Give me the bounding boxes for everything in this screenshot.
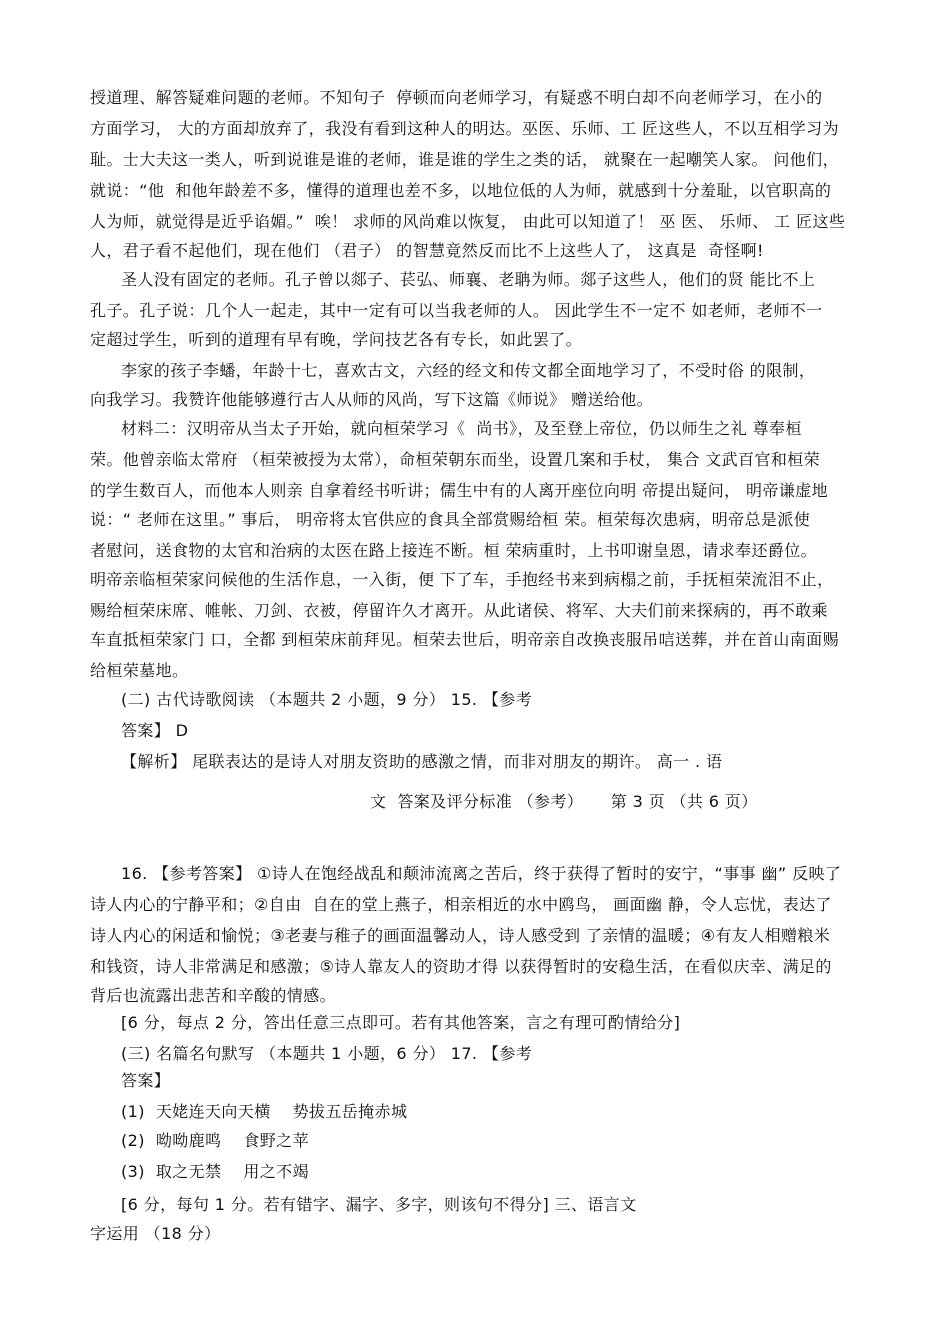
scoring-line-17: [6 分，每句 1 分。若有错字、漏字、多字，则该句不得分] 三、语言文 bbox=[121, 1195, 637, 1214]
text-line-4: 就说：“他 和他年龄差不多，懂得的道理也差不多，以地位低的人为师，就感到十分羞耻，以官职高的 bbox=[90, 181, 832, 200]
text-line-19: 车直抵桓荣家门 口，全都 到桓荣床前拜见。桓荣去世后，明帝亲自改换丧服吊唁送葬，并在首山南面赐 bbox=[90, 630, 839, 649]
answer-item-3: (3) 取之无禁 用之不竭 bbox=[121, 1162, 309, 1181]
scoring-line-16: [6 分，每点 2 分，答出任意三点即可。若有其他答案，言之有理可酌情给分] bbox=[121, 1013, 681, 1032]
text-line-20: 给桓荣墓地。 bbox=[90, 661, 189, 680]
answer-16-line-5: 背后也流露出悲苦和辛酸的情感。 bbox=[90, 986, 337, 1005]
answer-16-line-2: 诗人内心的宁静平和；②自由 自在的堂上燕子，相亲相近的水中鸥鸟， 画面幽 静，令人忘忧，表达了 bbox=[90, 895, 832, 914]
answer-heading-17: 答案】 bbox=[121, 1071, 171, 1090]
text-line-2: 方面学习， 大的方面却放弃了，我没有看到这种人的明达。巫医、乐师、工 匠这些人，不以互相学习为 bbox=[90, 119, 839, 138]
text-line-9: 定超过学生，听到的道理有早有晚，学问技艺各有专长，如此罢了。 bbox=[90, 330, 583, 349]
text-line-8: 孔子。孔子说：几个人一起走，其中一定有可以当我老师的人。 因此学生不一定不 如老师，老师不一 bbox=[90, 301, 823, 320]
text-line-5: 人为师，就觉得是近乎谄媚。” 唉！ 求师的风尚难以恢复， 由此可以知道了！ 巫 医、 乐师、 工 匠这些 bbox=[90, 212, 846, 231]
text-line-18: 赐给桓荣床席、帷帐、刀剑、衣被，停留许久才离开。从此诸侯、将军、大夫们前来探病的，再不敢乘 bbox=[90, 601, 829, 620]
analysis-line: 【解析】 尾联表达的是诗人对朋友资助的感激之情，而非对朋友的期许。 高一 . 语 bbox=[121, 752, 723, 771]
text-line-13: 荣。他曾亲临太常府 （桓荣被授为太常），命桓荣朝东而坐，设置几案和手杖， 集合 文武百官和桓荣 bbox=[90, 450, 821, 469]
paragraph-line-1: 圣人没有固定的老师。孔子曾以郯子、苌弘、师襄、老聃为师。郯子这些人，他们的贤 能比不上 bbox=[121, 270, 816, 289]
section-heading-famous-lines: (三) 名篇名句默写 （本题共 1 小题，6 分） 17. 【参考 bbox=[121, 1044, 533, 1063]
text-line-3: 耻。士大夫这一类人，听到说谁是谁的老师，谁是谁的学生之类的话， 就聚在一起嘲笑人家。 问他们， bbox=[90, 150, 839, 169]
section-heading-language-use: 字运用 （18 分） bbox=[90, 1224, 221, 1243]
text-line-1: 授道理、解答疑难问题的老师。不知句子 停顿而向老师学习，有疑惑不明白却不向老师学习，在小的 bbox=[90, 88, 823, 107]
section-heading-classical-poetry: (二) 古代诗歌阅读 （本题共 2 小题，9 分） 15. 【参考 bbox=[121, 690, 533, 709]
text-line-16: 者慰问，送食物的太官和治病的太医在路上接连不断。桓 荣病重时，上书叩谢皇恩，请求奉还爵位。 bbox=[90, 541, 818, 560]
answer-item-1: (1) 天姥连天向天横 势拔五岳掩赤城 bbox=[121, 1102, 408, 1121]
answer-item-2: (2) 呦呦鹿鸣 食野之苹 bbox=[121, 1131, 309, 1150]
answer-16-line-3: 诗人内心的闲适和愉悦；③老妻与稚子的画面温馨动人，诗人感受到 了亲情的温暖；④有友人相赠粮米 bbox=[90, 926, 831, 945]
paragraph-line-2: 李家的孩子李蟠，年龄十七，喜欢古文，六经的经文和传文都全面地学习了，不受时俗 的限制， bbox=[121, 361, 816, 380]
text-line-11: 向我学习。我赞许他能够遵行古人从师的风尚，写下这篇《师说》 赠送给他。 bbox=[90, 390, 654, 409]
answer-line: 答案】 D bbox=[121, 721, 189, 740]
page-footer: 文 答案及评分标准 （参考） 第 3 页 （共 6 页） bbox=[370, 792, 758, 811]
text-line-17: 明帝亲临桓荣家问候他的生活作息，一入街，便 下了车，手抱经书来到病榻之前，手抚桓荣流泪不止， bbox=[90, 570, 834, 589]
text-line-14: 的学生数百人，而他本人则亲 自拿着经书听讲；儒生中有的人离开座位向明 帝提出疑问， 明帝谦虚地 bbox=[90, 481, 829, 500]
answer-16-line-1: 16. 【参考答案】 ①诗人在饱经战乱和颠沛流离之苦后，终于获得了暂时的安宁，“事事 幽” 反映了 bbox=[121, 864, 842, 883]
answer-16-line-4: 和钱资，诗人非常满足和感激；⑤诗人靠友人的资助才得 以获得暂时的安稳生活，在看似庆幸、满足的 bbox=[90, 957, 832, 976]
text-line-6: 人，君子看不起他们，现在他们 （君子） 的智慧竟然反而比不上这些人了， 这真是 奇怪啊! bbox=[90, 241, 764, 260]
paragraph-line-3: 材料二：汉明帝从当太子开始，就向桓荣学习《 尚书》，及至登上帝位，仍以师生之礼 尊奉桓 bbox=[121, 419, 802, 438]
text-line-15: 说：“ 老师在这里。” 事后， 明帝将太官供应的食具全部赏赐给桓 荣。桓荣每次患病，明帝总是派使 bbox=[90, 510, 811, 529]
